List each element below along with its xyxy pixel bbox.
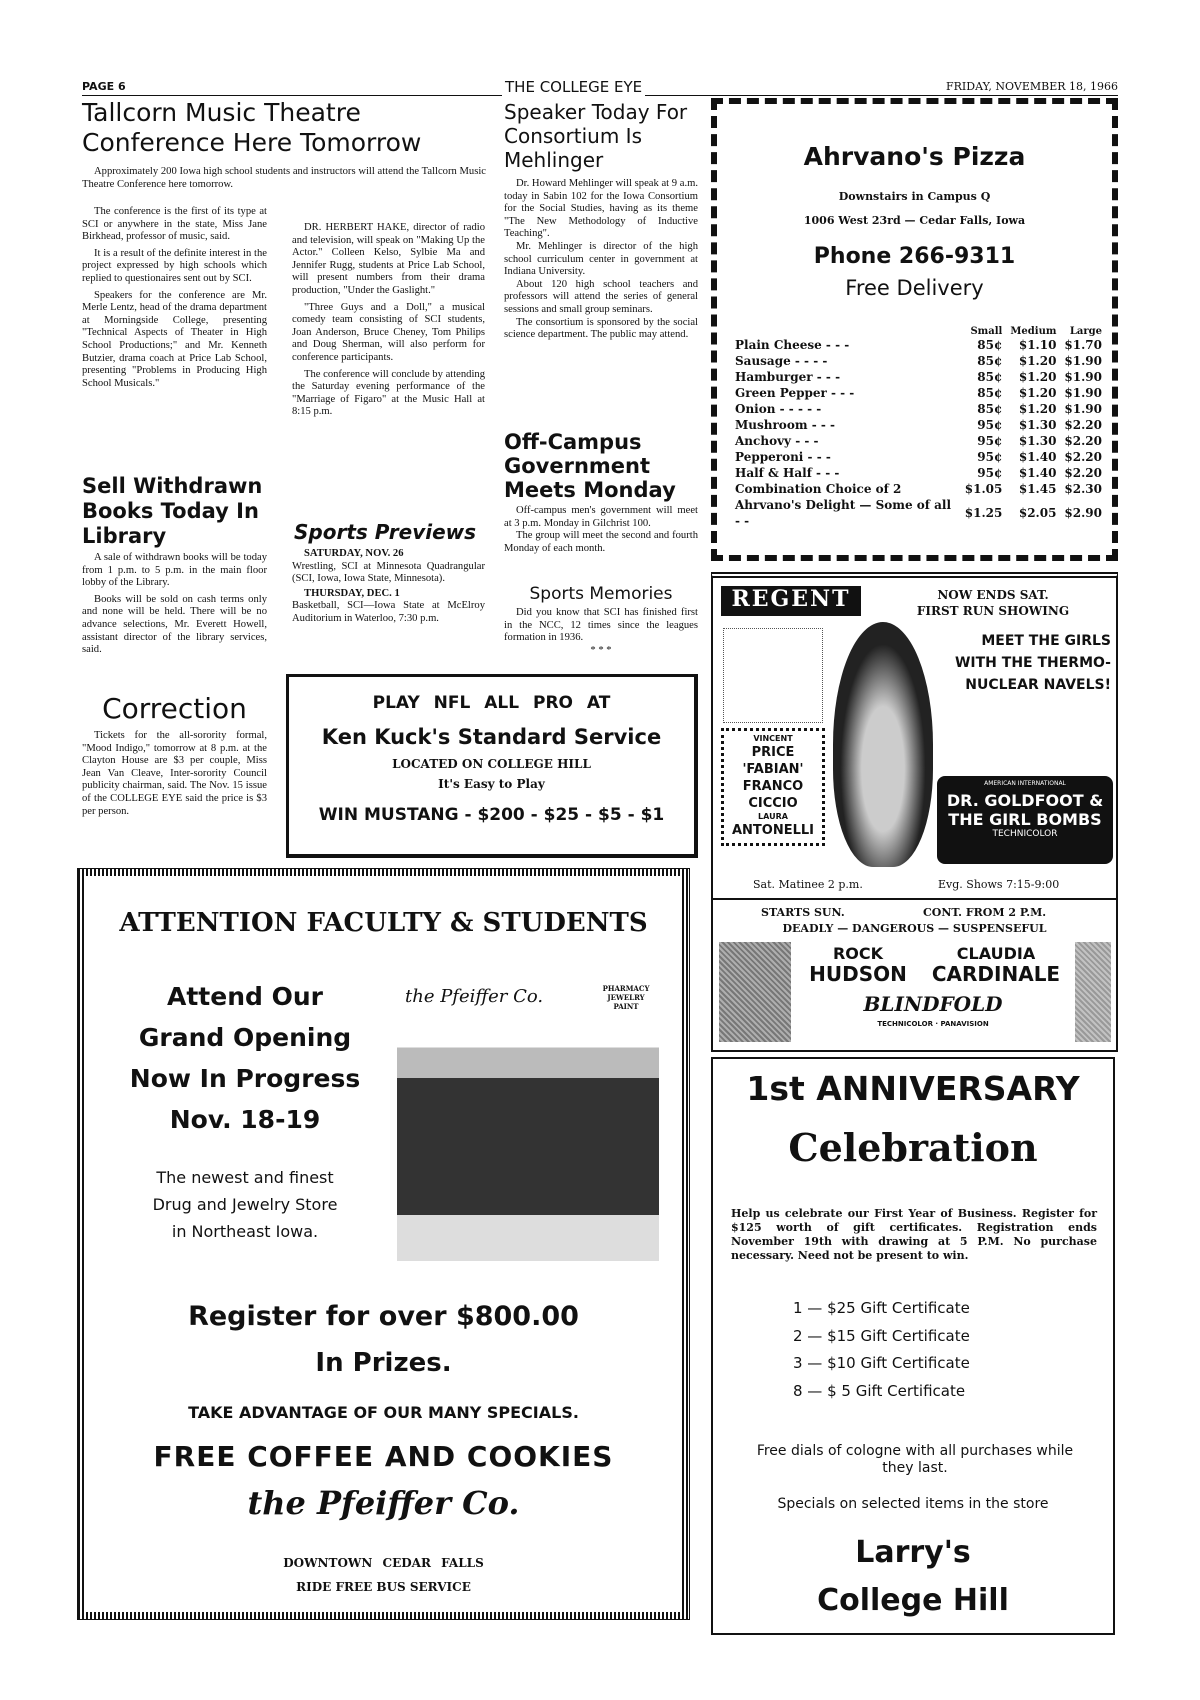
larrys-name: Larry's xyxy=(855,1535,971,1570)
open-line: Now In Progress xyxy=(129,1064,361,1093)
regent-ad xyxy=(711,572,1118,900)
pizza-address: 1006 West 23rd — Cedar Falls, Iowa xyxy=(803,214,1026,227)
title-block xyxy=(937,776,1113,864)
larrys-ad xyxy=(711,1057,1115,1635)
col-large: Large xyxy=(1069,326,1102,337)
blindfold-ad xyxy=(711,900,1118,1052)
menu-price: $1.45 xyxy=(1018,482,1057,496)
menu-price: $2.20 xyxy=(1064,450,1102,464)
pizza-ad xyxy=(711,98,1118,561)
menu-item: Green Pepper - - - xyxy=(735,386,855,400)
menu-header xyxy=(731,326,1106,337)
correction-body xyxy=(82,730,267,822)
storefront-photo xyxy=(397,956,659,1261)
menu-price: $1.20 xyxy=(1018,386,1057,400)
studio: AMERICAN INTERNATIONAL xyxy=(984,780,1066,787)
paragraph: It is a result of the definite interest in the project expressed by high schools which replied to questionaires sent out by SCI. xyxy=(82,247,267,284)
menu-price: $1.90 xyxy=(1064,370,1102,384)
cast-name: VINCENT xyxy=(753,734,793,743)
paragraph: Tickets for the all-sorority formal, "Mood Indigo," tomorrow at 8 p.m. at the Clayton House are $3 per couple, Miss Jean Van Cleave, Inter-sorority Council publicity chairman, said. The Nov. 15 issue of the COLLEGE EYE said the price is $3 per person. xyxy=(82,730,267,817)
cologne-line: Free dials of cologne with all purchases while they last. xyxy=(756,1443,1074,1476)
paragraph: The consortium is sponsored by the social science department. The public may attend. xyxy=(504,316,698,341)
menu-item: Hamburger - - - xyxy=(735,370,841,384)
larrys-location: College Hill xyxy=(817,1583,1009,1618)
sports-item: Wrestling, SCI at Minnesota Quadrangular (SCI, Iowa, Iowa State, Minnesota). xyxy=(292,560,485,585)
menu-item: Onion - - - - - xyxy=(735,402,822,416)
cast-box xyxy=(721,728,825,846)
prize-list xyxy=(793,1295,1053,1405)
menu-row xyxy=(731,417,1106,433)
memories-body xyxy=(504,607,698,657)
movie-title: DR. GOLDFOOT & xyxy=(946,791,1104,810)
cast-name: CICCIO xyxy=(748,796,798,811)
col-medium: Medium xyxy=(1010,326,1057,337)
desc-line: Drug and Jewelry Store xyxy=(152,1195,338,1214)
menu-price: $1.20 xyxy=(1018,354,1057,368)
menu-price: $1.20 xyxy=(1018,370,1057,384)
menu-price: $2.20 xyxy=(1064,418,1102,432)
menu-row xyxy=(731,433,1106,449)
open-line: Grand Opening xyxy=(138,1023,352,1052)
blindfold-title: BLINDFOLD xyxy=(863,992,1003,1016)
paragraph: Approximately 200 Iowa high school students and instructors will attend the Tallcorn Music Theatre Conference here tomorrow. xyxy=(82,166,486,190)
pizza-delivery: Free Delivery xyxy=(845,276,984,300)
paragraph: The conference is the first of its type at SCI or anywhere in the state, Miss Jane Birkhead, professor of music, said. xyxy=(82,206,267,243)
pfeiffer-logo: the Pfeiffer Co. xyxy=(247,1484,520,1522)
paragraph: A sale of withdrawn books will be today from 1 p.m. to 5 p.m. in the main floor lobby of the Library. xyxy=(82,552,267,589)
menu-item: Ahrvano's Delight — Some of all - - xyxy=(735,498,952,528)
memories-headline: Sports Memories xyxy=(529,584,673,604)
menu-price: $1.05 xyxy=(964,482,1003,496)
menu-price: 95¢ xyxy=(977,418,1003,432)
menu-price: $2.05 xyxy=(1018,506,1057,520)
menu-price: 85¢ xyxy=(977,338,1003,352)
cast-name: 'FABIAN' xyxy=(742,762,804,777)
cast-name: LAURA xyxy=(758,812,788,821)
star-first: CLAUDIA xyxy=(956,944,1036,963)
menu-row xyxy=(731,481,1106,497)
sports-date: THURSDAY, DEC. 1 xyxy=(304,587,400,599)
end-stars: * * * xyxy=(590,644,612,656)
pizza-location: Downstairs in Campus Q xyxy=(838,190,991,203)
prize-item: 1 — $25 Gift Certificate xyxy=(793,1299,970,1317)
menu-price: $1.25 xyxy=(964,506,1003,520)
menu-row xyxy=(731,449,1106,465)
starts-sun: STARTS SUN. xyxy=(761,906,845,919)
menu-price: $1.90 xyxy=(1064,386,1102,400)
menu-row xyxy=(731,353,1106,369)
sports-body xyxy=(292,548,485,626)
menu-price: $1.20 xyxy=(1018,402,1057,416)
star-last: HUDSON xyxy=(809,962,907,986)
menu-row xyxy=(731,465,1106,481)
page-number: PAGE 6 xyxy=(82,80,126,93)
tagline: MEET THE GIRLS WITH THE THERMO-NUCLEAR NAVELS! xyxy=(954,633,1111,693)
menu-price: 85¢ xyxy=(977,386,1003,400)
nfl-business: Ken Kuck's Standard Service xyxy=(321,725,662,749)
cont-from: CONT. FROM 2 P.M. xyxy=(923,906,1047,919)
pizza-name: Ahrvano's Pizza xyxy=(803,142,1026,171)
nfl-easy: It's Easy to Play xyxy=(438,777,545,791)
tallcorn-lead xyxy=(82,166,486,195)
menu-price: $2.20 xyxy=(1064,466,1102,480)
books-headline: Sell Withdrawn Books Today In Library xyxy=(82,474,263,548)
girls-illustration xyxy=(723,628,823,723)
correction-headline: Correction xyxy=(102,692,247,725)
sports-item: Basketball, SCI—Iowa State at McElroy Auditorium in Waterloo, 7:30 p.m. xyxy=(292,600,485,624)
offcampus-body xyxy=(504,505,698,559)
pfeiffer-ad xyxy=(78,869,689,1619)
star-rock xyxy=(795,944,921,984)
specials-line: TAKE ADVANTAGE OF OUR MANY SPECIALS. xyxy=(188,1403,579,1422)
menu-price: $1.40 xyxy=(1018,450,1057,464)
paragraph: The group will meet the second and fourth Monday of each month. xyxy=(504,530,698,554)
pizza-menu xyxy=(731,326,1106,529)
star-claudia xyxy=(921,944,1071,984)
menu-price: $1.40 xyxy=(1018,466,1057,480)
nfl-prizes: WIN MUSTANG - $200 - $25 - $5 - $1 xyxy=(318,805,665,825)
open-line: Nov. 18-19 xyxy=(169,1105,321,1134)
menu-price: $2.30 xyxy=(1064,482,1102,496)
prize-item: 3 — $10 Gift Certificate xyxy=(793,1354,970,1372)
tallcorn-col2 xyxy=(292,222,485,423)
pizza-phone: Phone 266-9311 xyxy=(813,244,1016,269)
prize-item: 2 — $15 Gift Certificate xyxy=(793,1326,970,1345)
menu-item: Anchovy - - - xyxy=(735,434,819,448)
star-last: CARDINALE xyxy=(931,962,1061,986)
movie-title-2: THE GIRL BOMBS xyxy=(948,810,1102,829)
technicolor: TECHNICOLOR xyxy=(992,829,1058,839)
store-sign-sub: PHARMACY JEWELRY PAINT xyxy=(602,984,650,1011)
desc-line: The newest and finest xyxy=(156,1168,334,1187)
menu-item: Half & Half - - - xyxy=(735,466,840,480)
menu-price: 95¢ xyxy=(977,450,1003,464)
menu-price: $1.90 xyxy=(1064,402,1102,416)
store-sign: the Pfeiffer Co. xyxy=(405,986,544,1007)
matinee-time: Sat. Matinee 2 p.m. xyxy=(753,878,863,891)
location-line: DOWNTOWN CEDAR FALLS xyxy=(283,1556,484,1570)
register-line: Register for over $800.00 xyxy=(188,1301,579,1332)
books-body xyxy=(82,552,267,661)
page-header xyxy=(82,80,1118,96)
paragraph: Dr. Howard Mehlinger will speak at 9 a.m. today in Sabin 102 for the Iowa Consortium for the Social Studies, having as its theme "The New Methodology of Inductive Teaching". xyxy=(504,178,698,240)
gun-figure xyxy=(1075,942,1111,1042)
paragraph: Did you know that SCI has finished first in the NCC, 12 times since the leagues formation in 1936. xyxy=(504,607,698,644)
menu-row xyxy=(731,337,1106,353)
deadly-line: DEADLY — DANGEROUS — SUSPENSEFUL xyxy=(782,922,1047,935)
bomb-illustration xyxy=(833,622,933,867)
open-line: Attend Our xyxy=(167,982,323,1011)
blindfold-tech: TECHNICOLOR · PANAVISION xyxy=(877,1020,989,1028)
pfeiffer-headline: ATTENTION FACULTY & STUDENTS xyxy=(119,908,648,938)
now-ends: NOW ENDS SAT. xyxy=(937,588,1049,602)
nfl-line: PLAY NFL ALL PRO AT xyxy=(372,693,611,713)
speaker-headline: Speaker Today For Consortium Is Mehlinger xyxy=(504,100,688,172)
tallcorn-headline: Tallcorn Music Theatre Conference Here Tomorrow xyxy=(82,98,422,157)
masthead: THE COLLEGE EYE xyxy=(502,78,645,96)
evening-times: Evg. Shows 7:15-9:00 xyxy=(938,878,1060,891)
cast-name: ANTONELLI xyxy=(731,823,815,838)
menu-price: 95¢ xyxy=(977,434,1003,448)
celebration-headline: Celebration xyxy=(788,1125,1038,1170)
menu-item: Sausage - - - - xyxy=(735,354,828,368)
menu-row xyxy=(731,401,1106,417)
menu-row xyxy=(731,369,1106,385)
anniversary-headline: 1st ANNIVERSARY xyxy=(746,1069,1080,1108)
prizes-line: In Prizes. xyxy=(315,1348,452,1378)
specials-line: Specials on selected items in the store xyxy=(777,1496,1049,1512)
regent-logo: REGENT xyxy=(721,586,861,616)
menu-row xyxy=(731,385,1106,401)
menu-item: Combination Choice of 2 xyxy=(735,482,902,496)
menu-price: $1.10 xyxy=(1018,338,1057,352)
paragraph: DR. HERBERT HAKE, director of radio and television, will speak on "Making Up the Actor." Colleen Kelso, Sylbie Ma and Jennifer Rugg, students at Price Lab School, will present numbers from their drama production, "Under the Gaslight." xyxy=(292,222,485,296)
bus-line: RIDE FREE BUS SERVICE xyxy=(296,1580,471,1594)
menu-item: Mushroom - - - xyxy=(735,418,835,432)
tallcorn-col1 xyxy=(82,206,267,394)
menu-price: $1.30 xyxy=(1018,418,1057,432)
paragraph: Books will be sold on cash terms only and none will be held. There will be no advance selections, Mr. Everett Howell, assistant director of the library services, said. xyxy=(82,593,267,656)
menu-price: $2.20 xyxy=(1064,434,1102,448)
grand-opening xyxy=(99,976,391,1140)
offcampus-headline: Off-Campus Government Meets Monday xyxy=(504,430,676,502)
first-run: FIRST RUN SHOWING xyxy=(916,604,1070,618)
cast-name: PRICE xyxy=(751,745,795,760)
menu-price: 95¢ xyxy=(977,466,1003,480)
nfl-ad xyxy=(286,674,698,858)
menu-price: $1.30 xyxy=(1018,434,1057,448)
menu-price: $2.90 xyxy=(1064,506,1102,520)
star-first: ROCK xyxy=(832,944,884,963)
menu-price: 85¢ xyxy=(977,402,1003,416)
menu-price: $1.70 xyxy=(1064,338,1102,352)
menu-price: 85¢ xyxy=(977,354,1003,368)
sports-headline: Sports Previews xyxy=(294,520,477,544)
prize-item: 8 — $ 5 Gift Certificate xyxy=(793,1381,966,1400)
col-small: Small xyxy=(970,326,1003,337)
paragraph: Off-campus men's government will meet at 3 p.m. Monday in Gilchrist 100. xyxy=(504,505,698,529)
menu-price: 85¢ xyxy=(977,370,1003,384)
paragraph: About 120 high school teachers and professors will attend the series of general sessions and small group seminars. xyxy=(504,278,698,315)
desc-line: in Northeast Iowa. xyxy=(171,1222,319,1241)
cast-name: FRANCO xyxy=(742,779,804,794)
anniversary-text: Help us celebrate our First Year of Business. Register for $125 worth of gift certificates. Registration ends November 19th with drawing at 5 P.M. No purchase necessary. Need not be present to win. xyxy=(731,1207,1097,1262)
speaker-body xyxy=(504,178,698,346)
free-coffee: FREE COFFEE AND COOKIES xyxy=(153,1440,614,1473)
paragraph: "Three Guys and a Doll," a musical comedy team consisting of SCI students, Joan Anderson, Bruce Cheney, Tom Philips and Doug Sherman, will also perform for conference participants. xyxy=(292,301,485,363)
blindfold-photo xyxy=(719,942,791,1042)
menu-item: Pepperoni - - - xyxy=(735,450,831,464)
store-description xyxy=(99,1164,391,1245)
paragraph: The conference will conclude by attending the Saturday evening performance of the "Marriage of Figaro" at the Music Hall at 8:15 p.m. xyxy=(292,368,485,418)
issue-date: FRIDAY, NOVEMBER 18, 1966 xyxy=(943,80,1118,93)
menu-row xyxy=(731,497,1106,529)
sports-date: SATURDAY, NOV. 26 xyxy=(304,548,404,559)
paragraph: Speakers for the conference are Mr. Merle Lentz, head of the drama department at Morningside College, presenting "Technical Aspects of Theater in High School Productions;" and Mr. Kenneth Butzier, drama coach at Price Lab School, presenting "Problems in Producing High School Musicals." xyxy=(82,289,267,389)
nfl-location: LOCATED ON COLLEGE HILL xyxy=(392,757,591,771)
menu-item: Plain Cheese - - - xyxy=(735,338,850,352)
menu-price: $1.90 xyxy=(1064,354,1102,368)
paragraph: Mr. Mehlinger is director of the high school curriculum center in government at Indiana University. xyxy=(504,240,698,278)
